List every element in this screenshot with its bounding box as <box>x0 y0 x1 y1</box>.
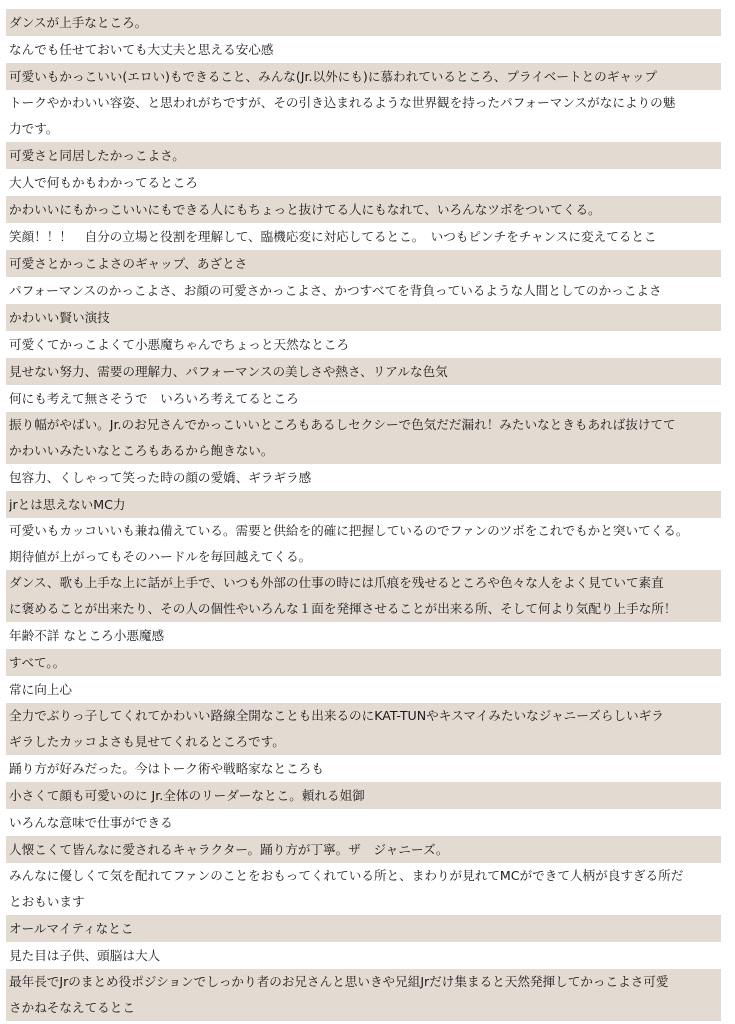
comment-text: さかねそなえてるとこ <box>9 1000 135 1015</box>
comment-row <box>6 223 721 250</box>
comment-row <box>6 570 721 622</box>
comment-text: 最年長でJrのまとめ役ポジションでしっかり者のお兄さんと思いきや兄組Jrだけ集まると天然発揮してかっこよさ可愛 <box>9 974 669 989</box>
comment-text: かわいいみたいなところもあるから飽きない。 <box>9 443 274 458</box>
comment-text: ギラしたカッコよさも見せてくれるところです。 <box>9 734 285 749</box>
comment-row <box>6 142 721 169</box>
comment-text: パフォーマンスのかっこよさ、お顔の可愛さかっこよさ、かつすべてを背負っているような人間としてのかっこよさ <box>9 283 662 298</box>
comment-list <box>6 9 721 1021</box>
comment-text: 人懐こくて皆んなに愛されるキャラクター。踊り方が丁寧。ザ ジャニーズ。 <box>9 842 449 857</box>
comment-text: jrとは思えないMC力 <box>9 497 126 512</box>
comment-row <box>6 9 721 36</box>
comment-text: とおもいます <box>9 894 85 909</box>
comment-text: 踊り方が好みだった。今はトーク術や戦略家なところも <box>9 761 324 776</box>
comment-text: 笑顔！！！ 自分の立場と役割を理解して、臨機応変に対応してるとこ。 いつもピンチをチャンスに変えてるとこ <box>9 229 657 244</box>
comment-row <box>6 809 721 836</box>
comment-text: ダンス、歌も上手な上に話が上手で、いつも外部の仕事の時には爪痕を残せるところや色々な人をよく見ていて素直 <box>9 575 664 590</box>
comment-row <box>6 250 721 277</box>
comment-row <box>6 169 721 196</box>
comment-row <box>6 649 721 676</box>
comment-row <box>6 703 721 755</box>
comment-row <box>6 969 721 1021</box>
comment-row <box>6 491 721 518</box>
comment-row <box>6 464 721 491</box>
comment-row <box>6 942 721 969</box>
comment-text: ダンスが上手なところ。 <box>9 15 148 30</box>
comment-row <box>6 412 721 464</box>
comment-row <box>6 196 721 223</box>
comment-text: すべて。。 <box>9 655 66 670</box>
comment-text: 力です。 <box>9 121 59 136</box>
comment-row <box>6 36 721 63</box>
comment-row <box>6 836 721 863</box>
comment-row <box>6 863 721 915</box>
comment-row <box>6 304 721 331</box>
comment-text: 期待値が上がってもそのハードルを毎回越えてくる。 <box>9 549 312 564</box>
comment-text: 年齢不詳 なところ小悪魔感 <box>9 628 165 643</box>
comment-text: 可愛さと同居したかっこよさ。 <box>9 148 185 163</box>
comment-text: 大人で何もかもわかってるところ <box>9 175 198 190</box>
comment-text: 可愛さとかっこよさのギャップ、あざとさ <box>9 256 248 271</box>
comment-row <box>6 358 721 385</box>
comment-text: に褒めることが出来たり、その人の個性やいろんな１面を発揮させることが出来る所、そして何より気配り上手な所！ <box>9 601 677 616</box>
comment-text: 包容力、くしゃって笑った時の顔の愛嬌、ギラギラ感 <box>9 470 312 485</box>
comment-row <box>6 277 721 304</box>
comment-text: 可愛くてかっこよくて小悪魔ちゃんでちょっと天然なところ <box>9 337 350 352</box>
comment-row <box>6 90 721 142</box>
comment-text: 可愛いもカッコいいも兼ね備えている。需要と供給を的確に把握しているのでファンのツボをこれでもかと突いてくる。 <box>9 523 689 538</box>
comment-text: 全力でぶりっ子してくれてかわいい路線全開なことも出来るのにKAT-TUNやキスマイみたいなジャニーズらしいギラ <box>9 708 664 723</box>
comment-text: 常に向上心 <box>9 682 72 697</box>
comment-text: かわいい賢い演技 <box>9 310 110 325</box>
comment-row <box>6 622 721 649</box>
comment-row <box>6 782 721 809</box>
comment-row <box>6 915 721 942</box>
comment-text: オールマイティなとこ <box>9 921 134 936</box>
comment-text: かわいいにもかっこいいにもできる人にもちょっと抜けてる人にもなれて、いろんなツボをついてくる。 <box>9 202 601 217</box>
comment-text: 小さくて顔も可愛いのに Jr.全体のリーダーなとこ。頼れる姐御 <box>9 788 365 803</box>
comment-row <box>6 518 721 570</box>
comment-row <box>6 676 721 703</box>
comment-text: みんなに優しくて気を配れてファンのことをおもってくれている所と、まわりが見れてMCができて人柄が良すぎる所だ <box>9 868 684 883</box>
comment-row <box>6 755 721 782</box>
comment-text: なんでも任せておいても大丈夫と思える安心感 <box>9 42 274 57</box>
comment-text: 見せない努力、需要の理解力、パフォーマンスの美しさや熱さ、リアルな色気 <box>9 364 448 379</box>
comment-text: 見た目は子供、頭脳は大人 <box>9 948 161 963</box>
comment-text: 何にも考えて無さそうで いろいろ考えてるところ <box>9 391 299 406</box>
comment-text: 可愛いもかっこいい(エロい)もできること、みんな(Jr.以外にも)に慕われているところ、プライベートとのギャップ <box>9 69 658 84</box>
comment-text: トークやかわいい容姿、と思われがちですが、その引き込まれるような世界観を持ったパフォーマンスがなによりの魅 <box>9 95 676 110</box>
comment-text: いろんな意味で仕事ができる <box>9 815 173 830</box>
comment-row <box>6 385 721 412</box>
comment-row <box>6 63 721 90</box>
comment-text: 振り幅がやばい。Jr.のお兄さんでかっこいいところもあるしセクシーで色気だだ漏れ！みたいなときもあれば抜けてて <box>9 417 676 432</box>
comment-row <box>6 331 721 358</box>
